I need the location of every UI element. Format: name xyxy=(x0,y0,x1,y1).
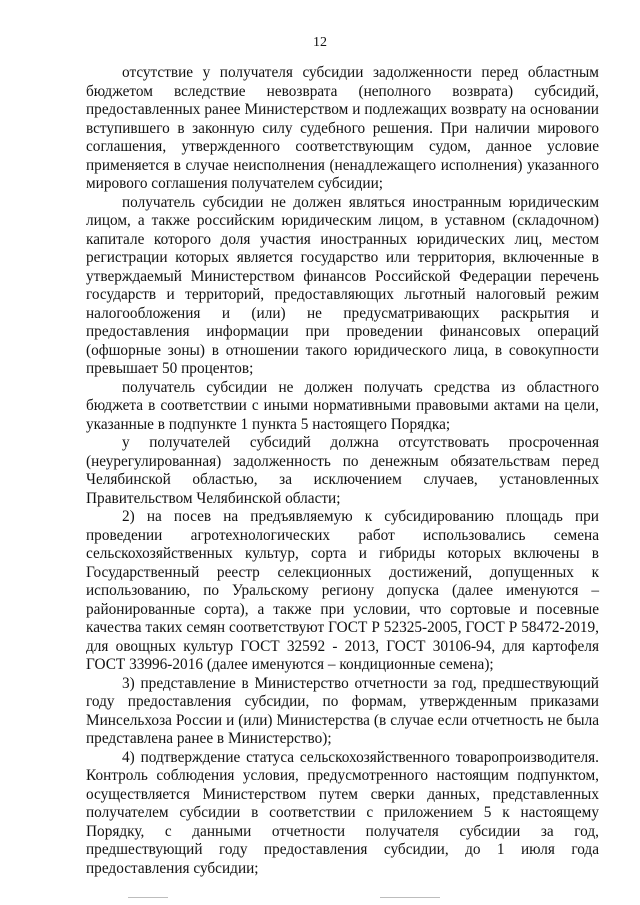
document-body xyxy=(86,64,599,878)
paragraph-no-other-funds: получатель субсидии не должен получать средства из областного бюджета в соответствии с иными нормативными правовыми актами на цели, указанные в подпункте 1 пункта 5 настоящего Порядка; xyxy=(86,378,599,433)
paragraph-not-foreign-entity: получатель субсидии не должен являться иностранным юридическим лицом, а также российским юридическим лицом, в уставном (складочном) капитале которого доля участия иностранных юридических лиц, местом регистрации которых является государство или территория, включенные в утверждаемый Министерством финансов Российской Федерации перечень государств и территорий, предоставляющих льготный налоговый режим налогообложения и (или) не предусматривающих раскрытия и предоставления информации при проведении финансовых операций (офшорные зоны) в отношении такого юридического лица, в совокупности превышает 50 процентов; xyxy=(86,193,599,377)
paragraph-item-2-seeds: 2) на посев на предъявляемую к субсидированию площадь при проведении агротехнологических работ использовались семена сельскохозяйственных культур, сорта и гибриды которых включены в Государственный реестр селекционных достижений, допущенных к использованию, по Уральскому региону допуска (далее именуются – районированные сорта), а также при условии, что сортовые и посевные качества таких семян соответствуют ГОСТ Р 52325-2005, ГОСТ Р 58472-2019, для овощных культур ГОСТ 32592 - 2013, ГОСТ 30106-94, для картофеля ГОСТ 33996-2016 (далее именуются – кондиционные семена); xyxy=(86,508,599,673)
paragraph-item-3-reporting: 3) представление в Министерство отчетности за год, предшествующий году предоставления субсидии, по формам, утвержденным приказами Минсельхоза России и (или) Министерства (в случае если отчетность не была представлена ранее в Министерство); xyxy=(86,674,599,747)
paragraph-no-debt: отсутствие у получателя субсидии задолженности перед областным бюджетом вследствие невозврата (неполного возврата) субсидий, предоставленных ранее Министерством и подлежащих возврату на основании вступившего в законную силу судебного решения. При наличии мирового соглашения, утвержденного соответствующим судом, данное условие применяется в случае неисполнения (ненадлежащего исполнения) указанного мирового соглашения получателем субсидии; xyxy=(86,64,599,192)
scan-artifact-line xyxy=(128,897,168,898)
page-number: 12 xyxy=(313,35,327,50)
paragraph-item-4-status: 4) подтверждение статуса сельскохозяйственного товаропроизводителя. Контроль соблюдения условия, предусмотренного настоящим подпунктом, осуществляется Министерством путем сверки данных, представленных получателем субсидии в соответствии с приложением 5 к настоящему Порядку, с данными отчетности получателя субсидии за год, предшествующий году предоставления субсидии, до 1 июля года предоставления субсидии; xyxy=(86,748,599,877)
scan-artifact-line xyxy=(380,897,440,898)
paragraph-no-overdue-debt: у получателей субсидий должна отсутствовать просроченная (неурегулированная) задолженность по денежным обязательствам перед Челябинской областью, за исключением случаев, установленных Правительством Челябинской области; xyxy=(86,434,599,507)
